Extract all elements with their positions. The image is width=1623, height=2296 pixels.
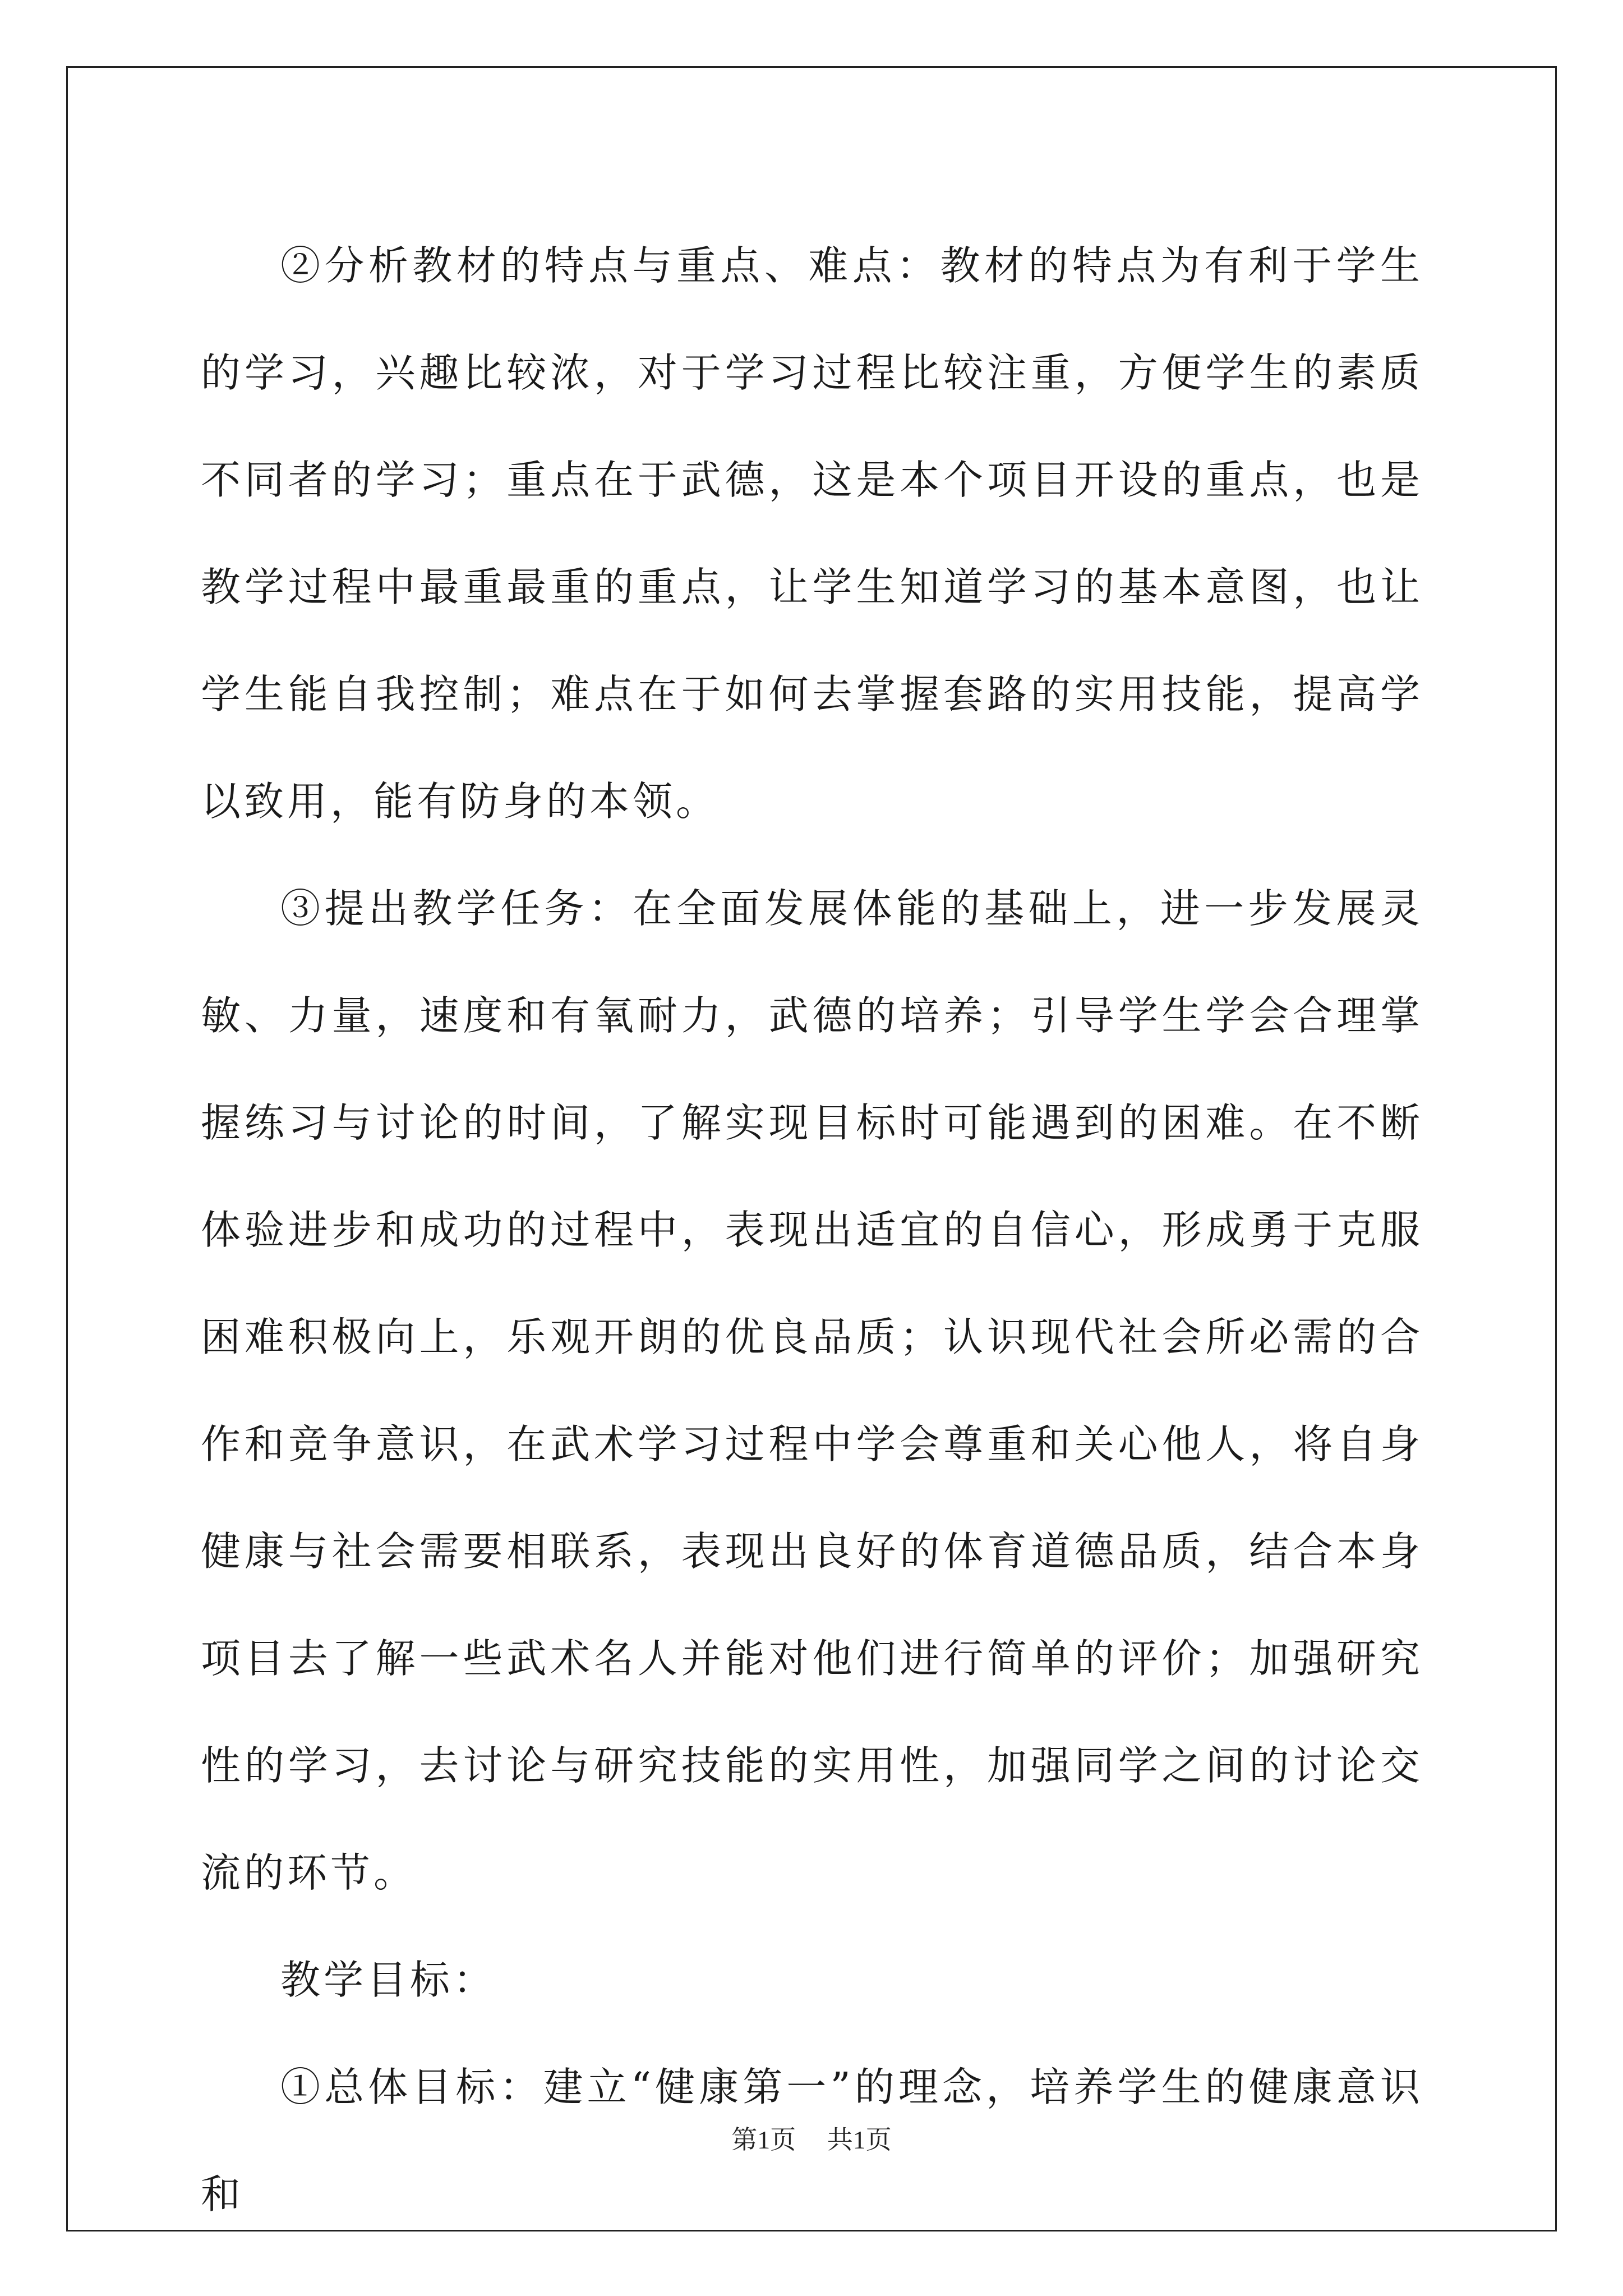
document-body [201,212,1423,2248]
page-footer [0,2119,1623,2156]
paragraph-objectives-heading: 教学目标： [280,1957,497,2003]
paragraph-teaching-tasks: ③提出教学任务：在全面发展体能的基础上，进一步发展灵敏、力量，速度和有氧耐力，武德的培养；引导学生学会合理掌握练习与讨论的时间，了解实现目标时可能遇到的困难。在不断体验进步和成功的过程中，表现出适宜的自信心，形成勇于克服困难积极向上，乐观开朗的优良品质；认识现代社会所必需的合作和竞争意识，在武术学习过程中学会尊重和关心他人，将自身健康与社会需要相联系，表现出良好的体育道德品质，结合本身项目去了解一些武术名人并能对他们进行简单的评价；加强研究性的学习，去讨论与研究技能的实用性，加强同学之间的讨论交流的环节。 [201,885,1423,1896]
paragraph-textbook-analysis: ②分析教材的特点与重点、难点：教材的特点为有利于学生的学习，兴趣比较浓，对于学习过程比较注重，方便学生的素质不同者的学习；重点在于武德，这是本个项目开设的重点，也是教学过程中最重最重的重点，让学生知道学习的基本意图，也让学生能自我控制；难点在于如何去掌握套路的实用技能，提高学以致用，能有防身的本领。 [201,242,1423,825]
paragraph-overall-objective: ①总体目标：建立“健康第一”的理念，培养学生的健康意识和 [201,2064,1423,2217]
page-number: 第1页 [731,2125,796,2154]
page-total: 共1页 [827,2125,892,2154]
